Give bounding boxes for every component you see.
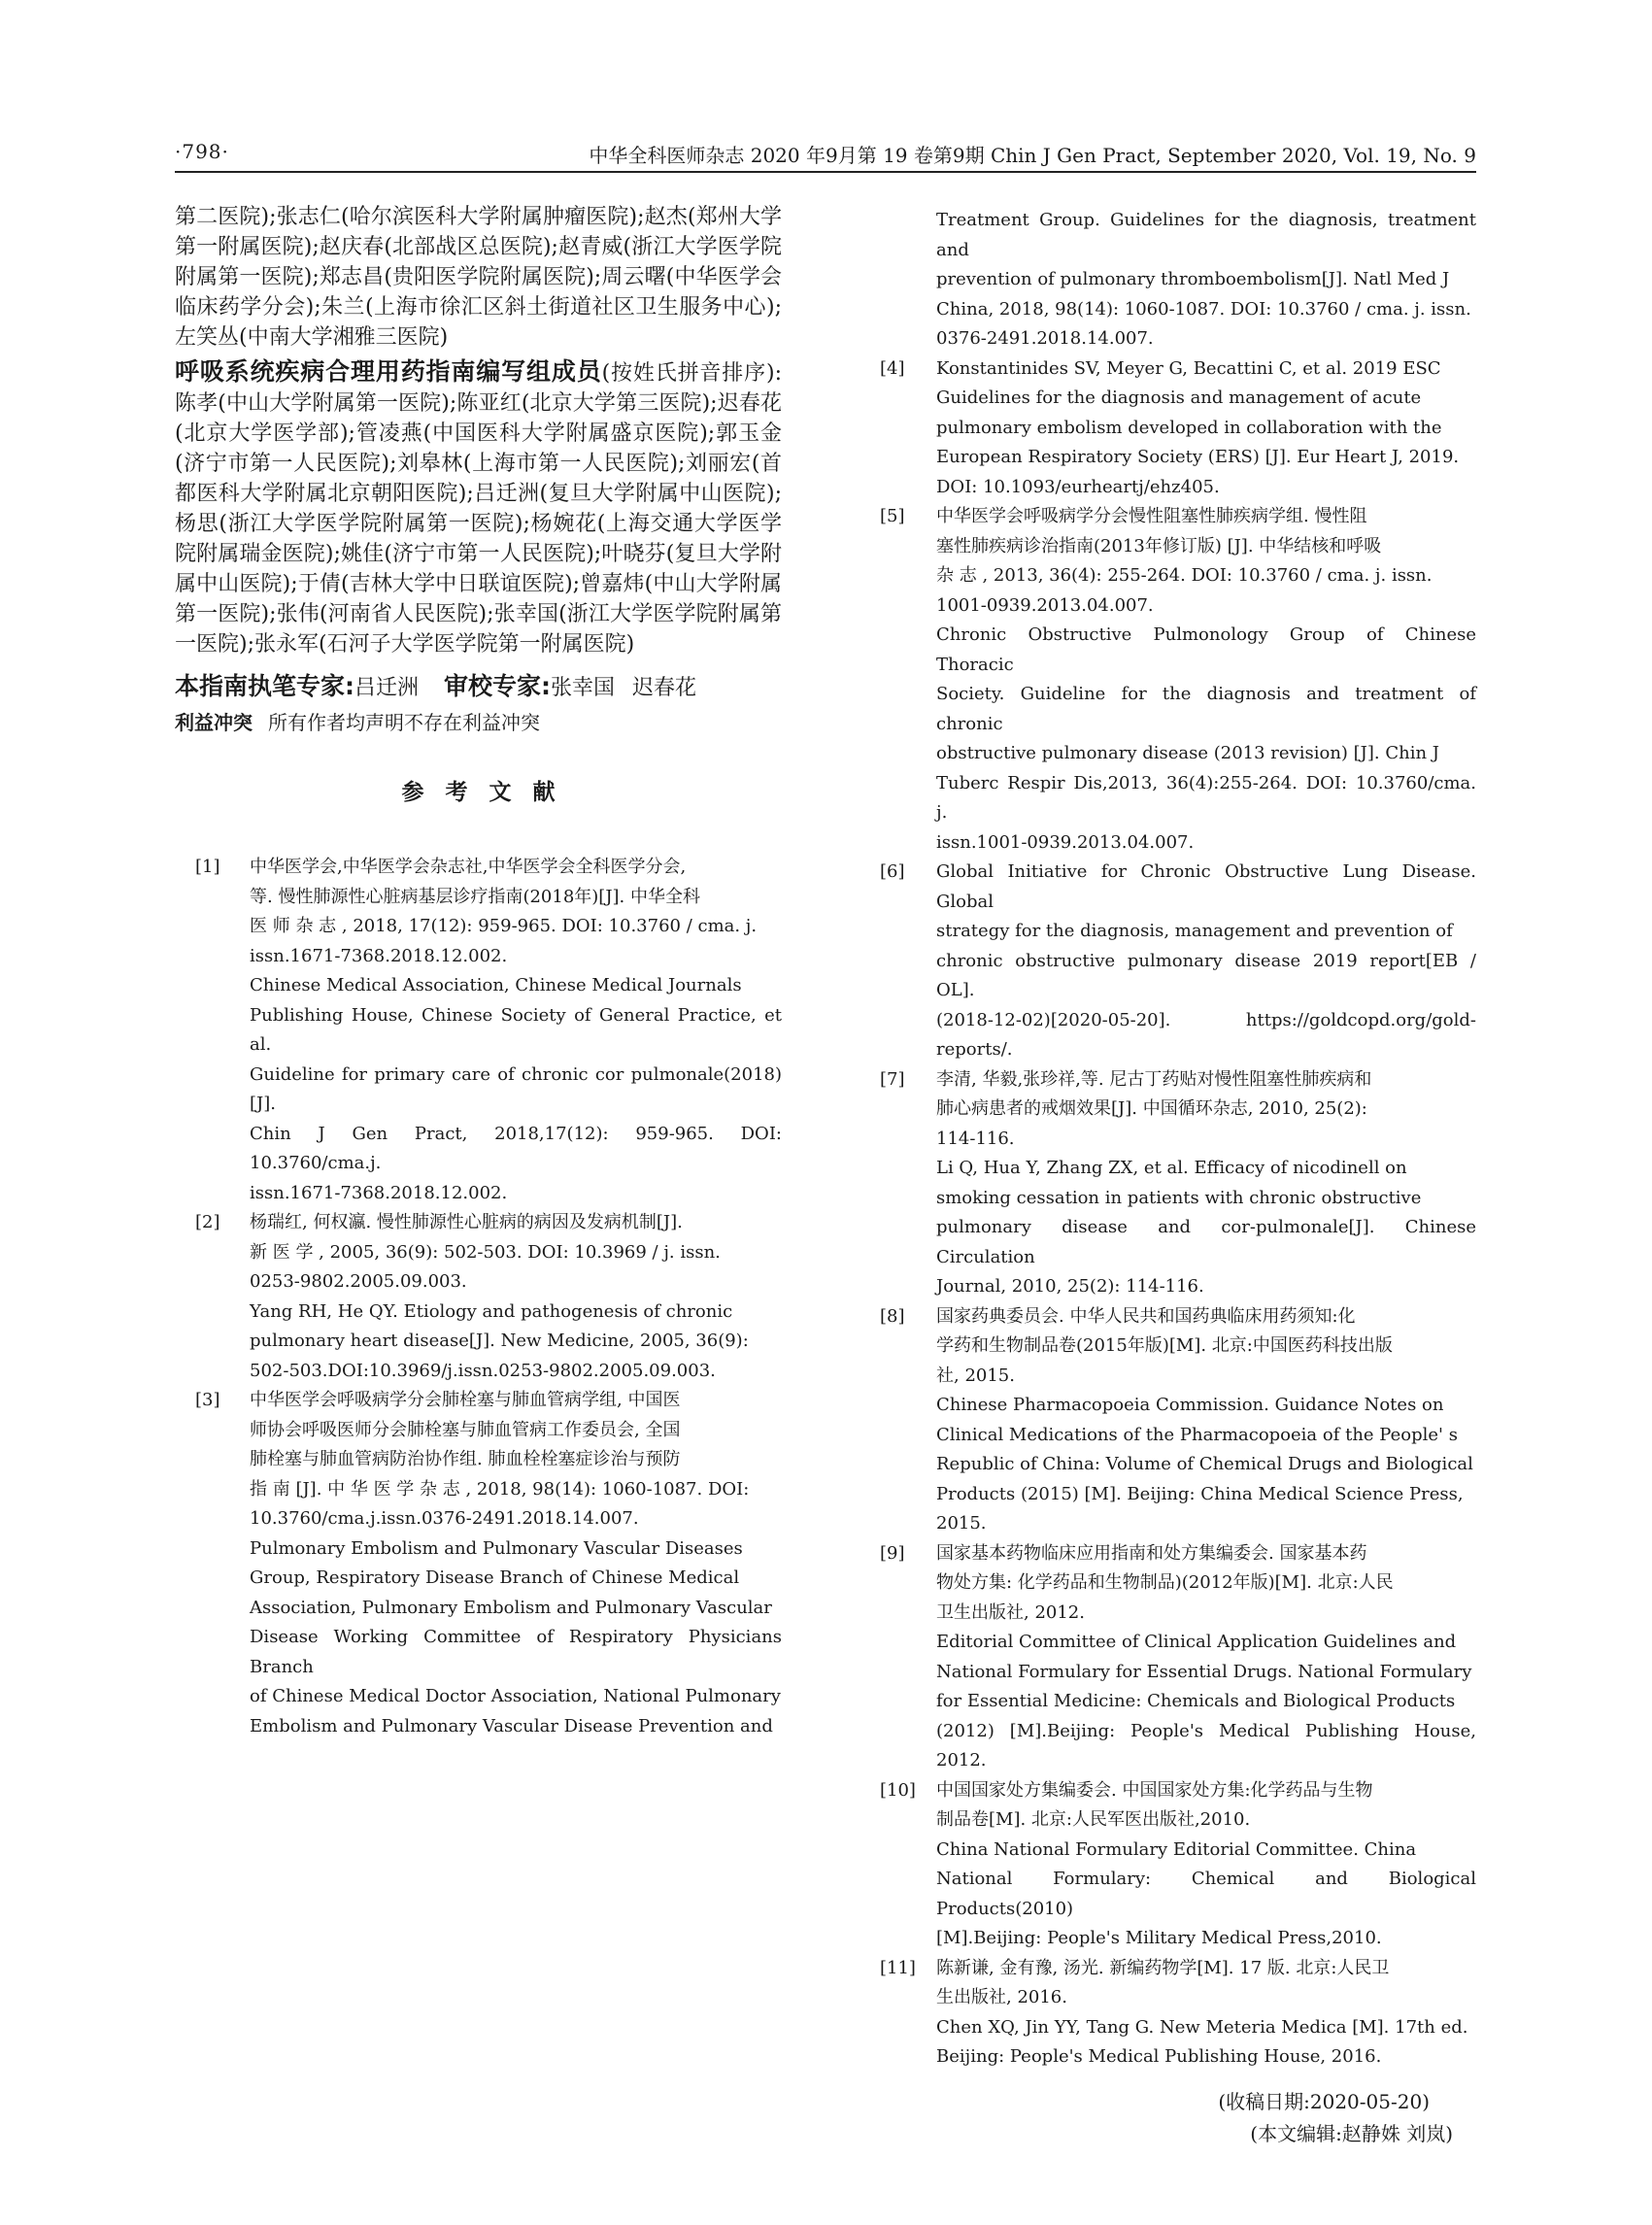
reference-line: 等. 慢性肺源性心脏病基层诊疗指南(2018年)[J]. 中华全科 xyxy=(250,886,700,907)
reference-item xyxy=(175,1208,782,1386)
reference-line: 0253-9802.2005.09.003. xyxy=(250,1271,467,1292)
reference-line: 指 南 [J]. 中 华 医 学 杂 志 , 2018, 98(14): 1060-1087. DOI: xyxy=(250,1478,750,1500)
reviewer-name-1: 张幸国 xyxy=(551,676,616,700)
reference-line: 10.3760/cma.j.issn.0376-2491.2018.14.007. xyxy=(250,1508,639,1529)
reference-line: National Formulary: Chemical and Biological Products(2010) xyxy=(936,1869,1476,1919)
reference-item xyxy=(872,858,1476,1065)
right-column xyxy=(872,206,1476,2150)
reference-line: issn.1001-0939.2013.04.007. xyxy=(936,831,1195,853)
reference-line: Group, Respiratory Disease Branch of Chinese Medical xyxy=(250,1568,740,1588)
reference-line: 502-503.DOI:10.3969/j.issn.0253-9802.2005.09.003. xyxy=(250,1360,716,1381)
reference-line: prevention of pulmonary thromboembolism[J]. Natl Med J xyxy=(936,269,1450,289)
reference-item xyxy=(175,1386,782,1741)
reference-line: 杨瑞红, 何权瀛. 慢性肺源性心脏病的病因及发病机制[J]. xyxy=(250,1212,683,1232)
reference-line: 李清, 华毅,张珍祥,等. 尼古丁药贴对慢性阻塞性肺疾病和 xyxy=(936,1068,1372,1090)
reference-number: [5] xyxy=(880,506,905,526)
reference-number: [10] xyxy=(880,1779,916,1801)
reference-line: Konstantinides SV, Meyer G, Becattini C, et al. 2019 ESC xyxy=(936,357,1441,379)
reference-line: for Essential Medicine: Chemicals and Biological Products xyxy=(936,1691,1456,1711)
reference-item xyxy=(872,1539,1476,1776)
reference-list-right xyxy=(872,206,1476,2073)
reference-line: Treatment Group. Guidelines for the diagnosis, treatment and xyxy=(936,210,1476,260)
reference-line: Publishing House, Chinese Society of General Practice, et al. xyxy=(250,1004,782,1055)
reference-line: 学药和生物制品卷(2015年版)[M]. 北京:中国医药科技出版 xyxy=(936,1335,1393,1356)
writer-name: 吕迁洲 xyxy=(354,676,420,700)
affiliations-continued: 第二医院);张志仁(哈尔滨医科大学附属肿瘤医院);赵杰(郑州大学第一附属医院);赵庆春(北部战区总医院);赵青威(浙江大学医学院附属第一医院);郑志昌(贵阳医学院附属医院);周云曙(中华医学会临床药学分会);朱兰(上海市徐汇区斜土街道社区卫生服务中心);左笑丛(中南大学湘雅三医院) xyxy=(175,205,782,350)
reviewer-label: 审校专家: xyxy=(444,672,552,700)
reference-line: 国家药典委员会. 中华人民共和国药典临床用药须知:化 xyxy=(936,1305,1356,1327)
writing-group-members: (按姓氏拼音排序):陈孝(中山大学附属第一医院);陈亚红(北京大学第三医院);迟春花(北京大学医学部);管凌燕(中国医科大学附属盛京医院);郭玉金(济宁市第一人民医院);刘皋林(上海市第一人民医院);刘丽宏(首都医科大学附属北京朝阳医院);吕迁洲(复旦大学附属中山医院);杨思(浙江大学医学院附属第一医院);杨婉花(上海交通大学医学院附属瑞金医院);姚佳(济宁市第一人民医院);叶晓芬(复旦大学附属中山医院);于倩(吉林大学中日联谊医院);曾嘉炜(中山大学附属第一医院);张伟(河南省人民医院);张幸国(浙江大学医学院附属第一医院);张永军(石河子大学医学院第一附属医院) xyxy=(175,361,782,657)
reference-number: [11] xyxy=(880,1957,916,1978)
reviewer-name-2: 迟春花 xyxy=(632,676,697,700)
reference-number: [4] xyxy=(880,357,905,379)
reference-number: [6] xyxy=(880,861,905,882)
page-header xyxy=(175,138,1476,173)
reference-item xyxy=(872,502,1476,858)
reference-number: [8] xyxy=(880,1305,905,1327)
reference-number: [7] xyxy=(880,1068,905,1090)
reference-line: National Formulary for Essential Drugs. National Formulary xyxy=(936,1661,1472,1682)
writer-label: 本指南执笔专家: xyxy=(175,672,354,700)
reference-line: (2012) [M].Beijing: People's Medical Publishing House, 2012. xyxy=(936,1720,1476,1770)
reference-line: Embolism and Pulmonary Vascular Disease Prevention and xyxy=(250,1715,773,1736)
reference-line: obstructive pulmonary disease (2013 revision) [J]. Chin J xyxy=(936,743,1440,763)
reference-line: 肺栓塞与肺血管病防治协作组. 肺血栓栓塞症诊治与预防 xyxy=(250,1449,681,1469)
reference-line: smoking cessation in patients with chronic obstructive xyxy=(936,1187,1422,1208)
reference-line: pulmonary disease and cor-pulmonale[J]. Chinese Circulation xyxy=(936,1217,1476,1267)
reference-line: 114-116. xyxy=(936,1128,1015,1149)
reference-line: China National Formulary Editorial Committee. China xyxy=(936,1838,1417,1860)
reference-line: Chinese Medical Association, Chinese Medical Journals xyxy=(250,975,742,995)
reference-item xyxy=(872,1776,1476,1954)
reference-line: Beijing: People's Medical Publishing House, 2016. xyxy=(936,2046,1382,2067)
reference-line: issn.1671-7368.2018.12.002. xyxy=(250,1182,508,1203)
coi-text: 所有作者均声明不存在利益冲突 xyxy=(268,711,540,734)
coi-label: 利益冲突 xyxy=(175,711,253,734)
reference-line: Chronic Obstructive Pulmonology Group of Chinese Thoracic xyxy=(936,624,1476,675)
editor-credit: (本文编辑:赵静姝 刘岚) xyxy=(1250,2121,1453,2145)
reference-line: 医 师 杂 志 , 2018, 17(12): 959-965. DOI: 10.3760 / cma. j. xyxy=(250,916,758,936)
reference-item xyxy=(872,354,1476,503)
reference-list-left xyxy=(175,853,782,1741)
reference-item xyxy=(872,1302,1476,1539)
reference-line: (2018-12-02)[2020-05-20]. https://goldcopd.org/gold-reports/. xyxy=(936,1009,1476,1060)
reference-number: [2] xyxy=(195,1212,220,1232)
reference-line: Disease Working Committee of Respiratory Physicians Branch xyxy=(250,1627,782,1677)
received-date: (收稿日期:2020-05-20) xyxy=(1218,2089,1430,2113)
reference-line: 中华医学会,中华医学会杂志社,中华医学会全科医学分会, xyxy=(250,857,687,877)
reference-line: 师协会呼吸医师分会肺栓塞与肺血管病工作委员会, 全国 xyxy=(250,1419,681,1440)
reference-line: Editorial Committee of Clinical Application Guidelines and xyxy=(936,1632,1457,1652)
reference-line: Guideline for primary care of chronic cor pulmonale(2018)[J]. xyxy=(250,1063,782,1114)
reference-line: 中华医学会呼吸病学分会慢性阻塞性肺疾病学组. 慢性阻 xyxy=(936,506,1367,526)
reference-line: pulmonary embolism developed in collaboration with the xyxy=(936,417,1442,438)
reference-line: 制品卷[M]. 北京:人民军医出版社,2010. xyxy=(936,1809,1251,1830)
reference-line: [M].Beijing: People's Military Medical Press,2010. xyxy=(936,1928,1382,1948)
reference-line: Yang RH, He QY. Etiology and pathogenesis of chronic xyxy=(250,1300,733,1322)
reference-number: [1] xyxy=(195,857,220,877)
reference-line: European Respiratory Society (ERS) [J]. Eur Heart J, 2019. xyxy=(936,447,1460,467)
reference-line: Association, Pulmonary Embolism and Pulmonary Vascular xyxy=(250,1597,772,1618)
reference-line: Global Initiative for Chronic Obstructive Lung Disease. Global xyxy=(936,861,1476,912)
reference-number: [3] xyxy=(195,1390,220,1410)
reference-line: Chin J Gen Pract, 2018,17(12): 959-965. DOI: 10.3760/cma.j. xyxy=(250,1123,782,1173)
reference-line: Society. Guideline for the diagnosis and treatment of chronic xyxy=(936,684,1476,734)
reference-line: Republic of China: Volume of Chemical Drugs and Biological xyxy=(936,1454,1473,1474)
reference-line: 国家基本药物临床应用指南和处方集编委会. 国家基本药 xyxy=(936,1542,1367,1564)
reference-line: DOI: 10.1093/eurheartj/ehz405. xyxy=(936,476,1220,497)
reference-line: 卫生出版社, 2012. xyxy=(936,1601,1085,1623)
reference-line: Pulmonary Embolism and Pulmonary Vascular Diseases xyxy=(250,1537,743,1559)
reference-line: China, 2018, 98(14): 1060-1087. DOI: 10.3760 / cma. j. issn. xyxy=(936,298,1471,320)
reference-item xyxy=(175,853,782,1208)
reference-line: 新 医 学 , 2005, 36(9): 502-503. DOI: 10.3969 / j. issn. xyxy=(250,1241,721,1263)
reference-line: 中华医学会呼吸病学分会肺栓塞与肺血管病学组, 中国医 xyxy=(250,1390,681,1410)
reference-line: 中国国家处方集编委会. 中国国家处方集:化学药品与生物 xyxy=(936,1779,1373,1801)
reference-number: [9] xyxy=(880,1542,905,1564)
reference-line: Li Q, Hua Y, Zhang ZX, et al. Efficacy of nicodinell on xyxy=(936,1158,1407,1178)
reference-line: 1001-0939.2013.04.007. xyxy=(936,594,1154,616)
reference-item xyxy=(872,1954,1476,2073)
reference-line: Chen XQ, Jin YY, Tang G. New Meteria Medica [M]. 17th ed. xyxy=(936,2016,1468,2038)
journal-citation: 中华全科医师杂志 2020 年9月第 19 卷第9期 Chin J Gen Pract, September 2020, Vol. 19, No. 9 xyxy=(589,144,1476,167)
reference-line: Tuberc Respir Dis,2013, 36(4):255-264. DOI: 10.3760/cma. j. xyxy=(936,772,1476,823)
reference-line: 0376-2491.2018.14.007. xyxy=(936,328,1154,349)
reference-line: 杂 志 , 2013, 36(4): 255-264. DOI: 10.3760 / cma. j. issn. xyxy=(936,565,1433,586)
writing-group-title: 呼吸系统疾病合理用药指南编写组成员 xyxy=(175,357,602,386)
references-heading: 参考文献 xyxy=(401,780,577,805)
reference-item xyxy=(872,1065,1476,1302)
reference-line: strategy for the diagnosis, management and prevention of xyxy=(936,921,1453,941)
reference-line: 物处方集: 化学药品和生物制品)(2012年版)[M]. 北京:人民 xyxy=(936,1572,1394,1593)
reference-item xyxy=(872,206,1476,354)
reference-line: Chinese Pharmacopoeia Commission. Guidance Notes on xyxy=(936,1395,1444,1415)
reference-line: of Chinese Medical Doctor Association, National Pulmonary xyxy=(250,1686,781,1706)
reference-line: 社, 2015. xyxy=(936,1365,1015,1386)
reference-line: 塞性肺疾病诊治指南(2013年修订版) [J]. 中华结核和呼吸 xyxy=(936,535,1382,556)
reference-line: 生出版社, 2016. xyxy=(936,1987,1067,2007)
reference-line: Clinical Medications of the Pharmacopoeia of the People' s xyxy=(936,1424,1458,1445)
writing-group-paragraph xyxy=(175,356,782,659)
reference-line: chronic obstructive pulmonary disease 2019 report[EB / OL]. xyxy=(936,950,1476,1000)
reference-line: 2015. xyxy=(936,1513,987,1534)
reference-line: 陈新谦, 金有豫, 汤光. 新编药物学[M]. 17 版. 北京:人民卫 xyxy=(936,1957,1390,1978)
conflict-of-interest xyxy=(175,708,782,737)
page-number: ·798· xyxy=(175,140,229,163)
reference-line: pulmonary heart disease[J]. New Medicine, 2005, 36(9): xyxy=(250,1331,749,1351)
reference-line: Products (2015) [M]. Beijing: China Medical Science Press, xyxy=(936,1483,1464,1504)
left-column xyxy=(175,202,782,1741)
experts-line xyxy=(175,667,782,702)
reference-line: Guidelines for the diagnosis and management of acute xyxy=(936,388,1422,408)
reference-line: Journal, 2010, 25(2): 114-116. xyxy=(936,1276,1204,1297)
reference-line: issn.1671-7368.2018.12.002. xyxy=(250,945,508,966)
reference-line: 肺心病患者的戒烟效果[J]. 中国循环杂志, 2010, 25(2): xyxy=(936,1098,1367,1119)
